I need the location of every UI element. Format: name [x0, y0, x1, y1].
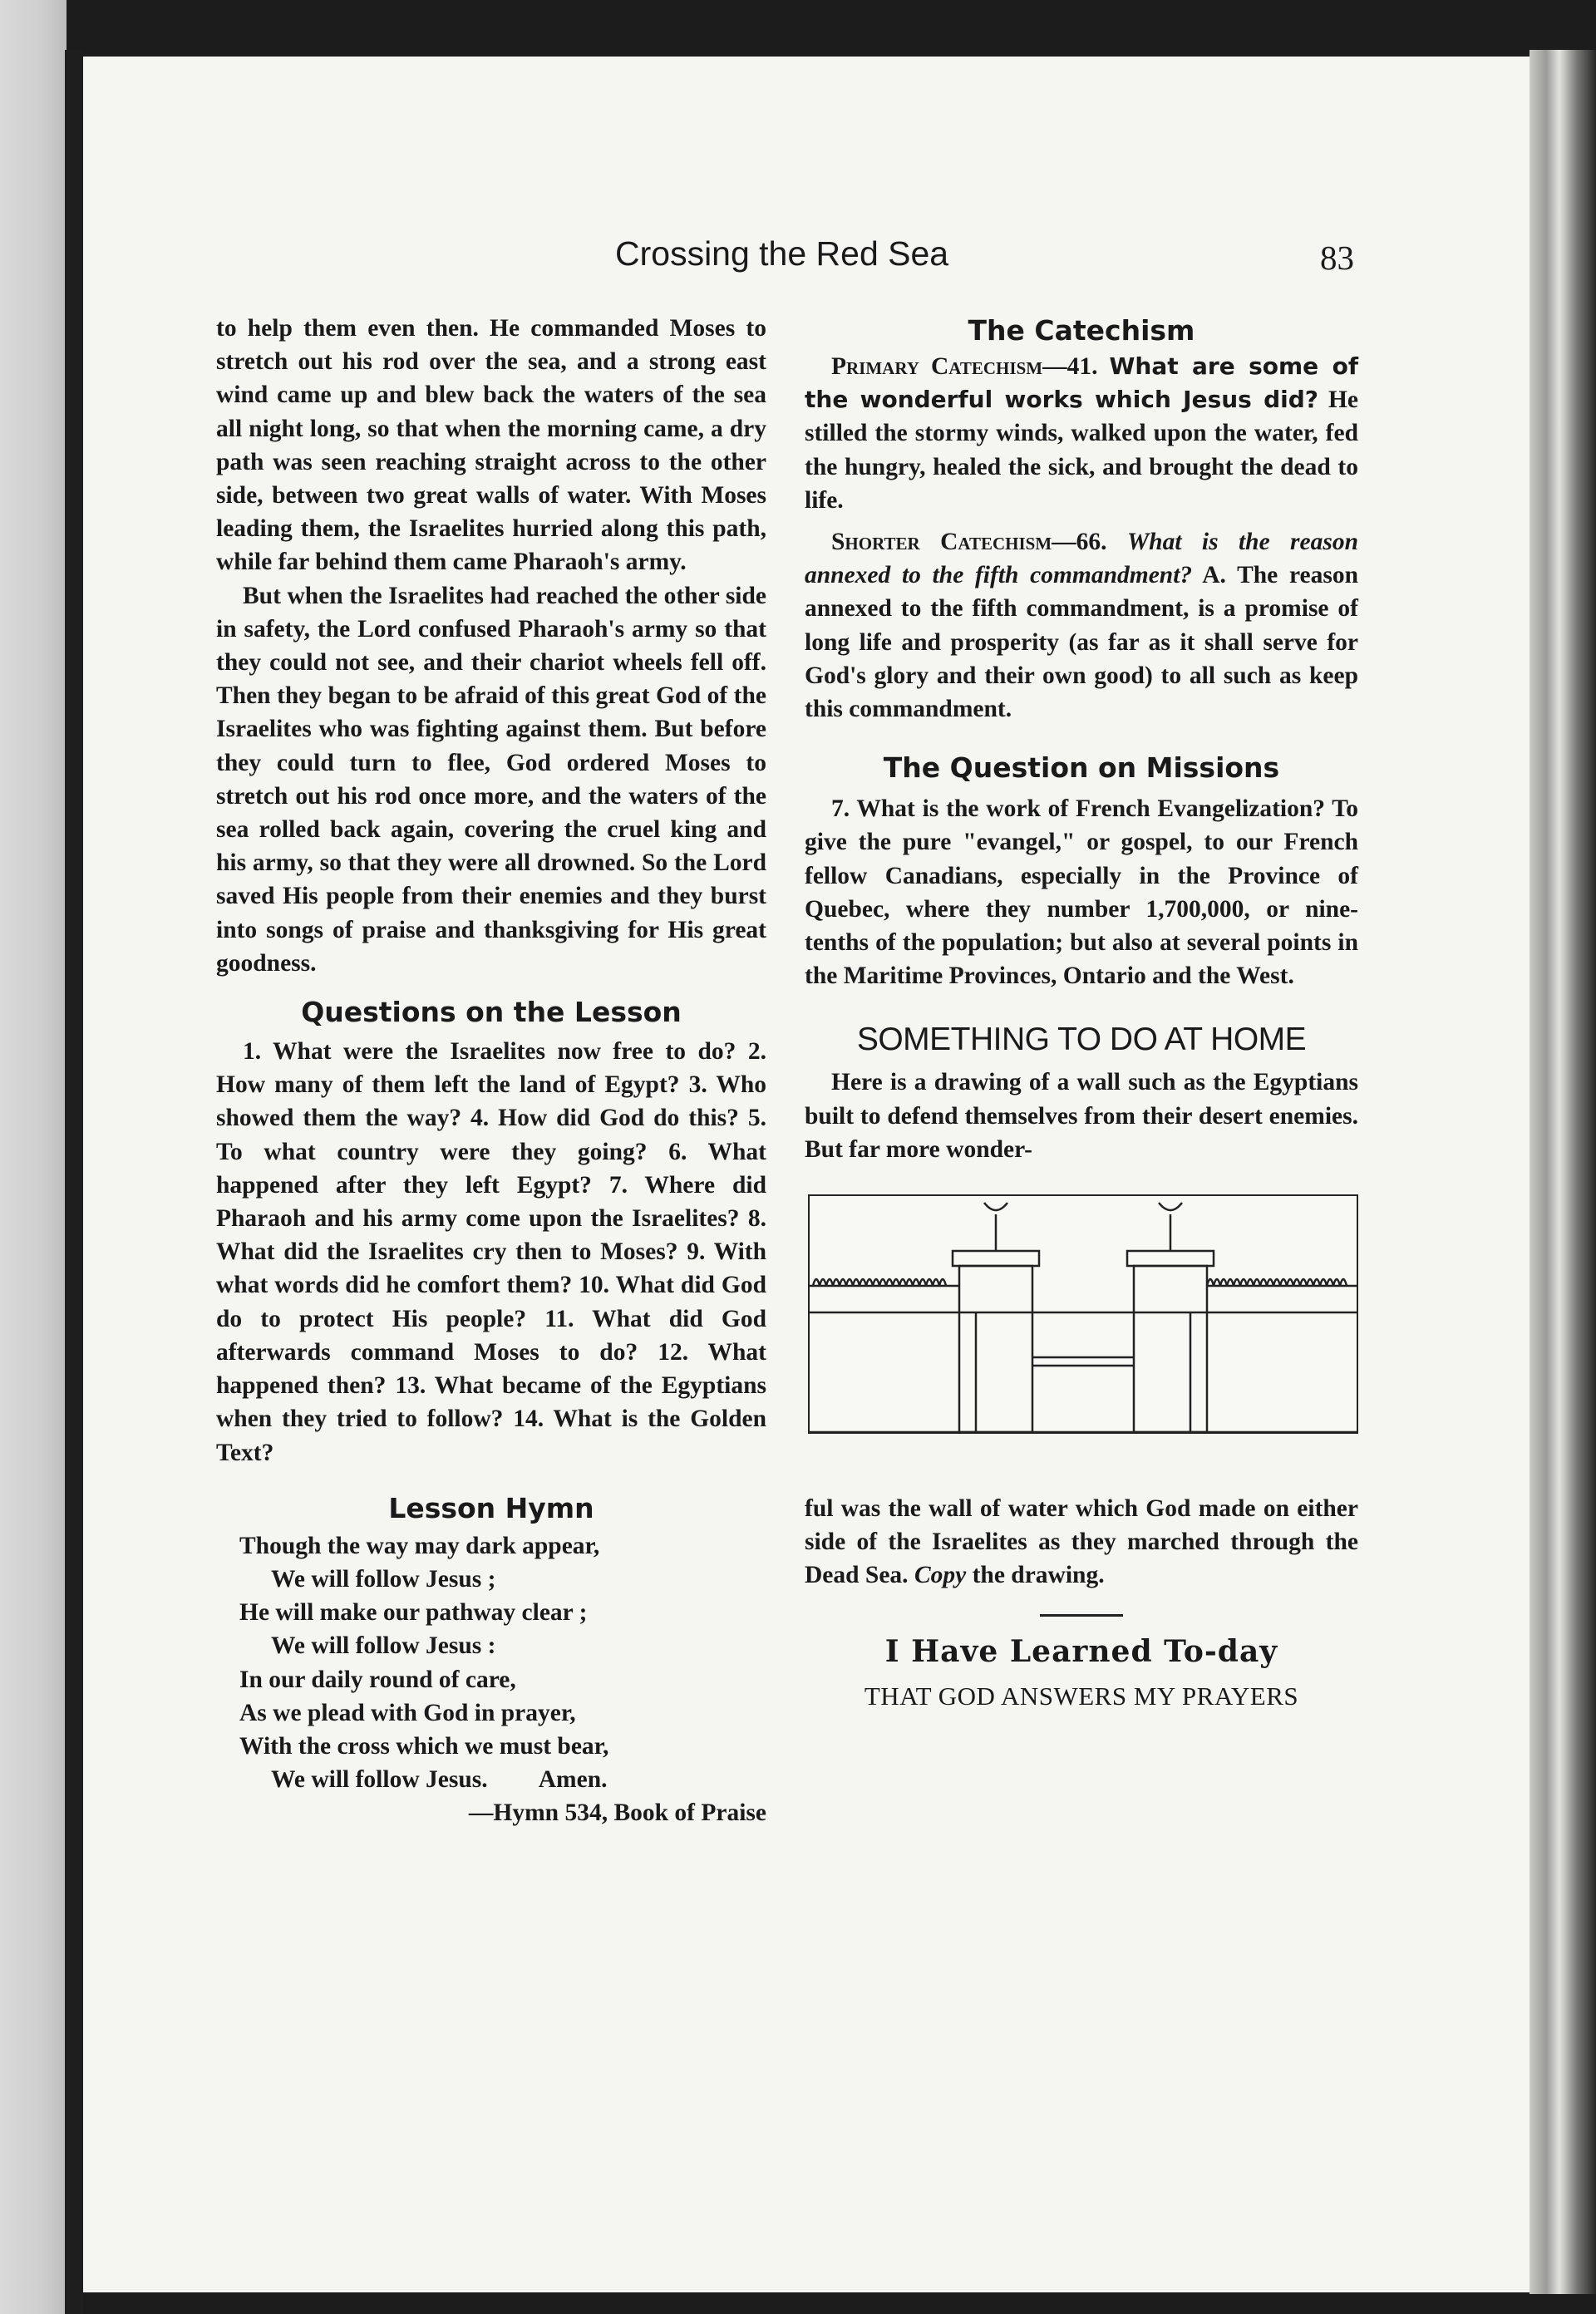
hymn-line: With the cross which we must bear, [239, 1732, 609, 1760]
home-heading: SOMETHING TO DO AT HOME [856, 1022, 1307, 1058]
divider-rule [1040, 1614, 1123, 1617]
home-text-bottom-b: the drawing. [972, 1562, 1105, 1589]
learned-heading: I Have Learned To-day [884, 1633, 1278, 1669]
questions-heading: Questions on the Lesson [301, 996, 682, 1029]
left-column [216, 312, 766, 1830]
questions-text: 1. What were the Israelites now free to do? 2. How many of them left the land of Egypt? 3. Who showed them the way? 4. How did God do this? 5. To what country were they going? 6. What happened after they left Egypt? 7. Where did Pharaoh and his army come upon the Israelites? 8. What did the Israelites cry then to Moses? 9. With what words did he comfort them? 10. What did God do to protect His people? 11. What did God afterwards command Moses to do? 12. What happened then? 13. What became of the Egyptians when they tried to follow? 14. What is the Golden Text? [216, 1038, 766, 1466]
shorter-catechism-answer: A. The reason annexed to the fifth commandment, is a promise of long life and prosperity (as far as it shall serve for God's glory and their own good) to all such as keep this commandment. [805, 562, 1359, 723]
hymn-line: In our daily round of care, [239, 1666, 516, 1693]
hymn-line: He will make our pathway clear ; [239, 1599, 588, 1627]
hymn-line: Though the way may dark appear, [239, 1532, 600, 1559]
shorter-catechism [805, 525, 1358, 726]
running-head: Crossing the Red Sea [615, 234, 949, 273]
missions-heading: The Question on Missions [883, 751, 1280, 785]
hymn-line-text: We will follow Jesus. [271, 1766, 488, 1794]
hymn-heading: Lesson Hymn [388, 1491, 594, 1524]
hymn-line: As we plead with God in prayer, [239, 1699, 576, 1726]
wall-drawing [808, 1194, 1358, 1434]
hymn-source: —Hymn 534, Book of Praise [468, 1800, 766, 1827]
right-column [805, 312, 1358, 1713]
hymn-line: We will follow Jesus : [271, 1632, 496, 1660]
home-text-top: Here is a drawing of a wall such as the Egyptians built to defend themselves from their desert enemies. But far more wonder- [805, 1069, 1358, 1163]
hymn-amen: Amen. [538, 1766, 608, 1794]
primary-catechism [805, 350, 1358, 517]
learned-text: THAT GOD ANSWERS MY PRAYERS [864, 1681, 1299, 1711]
scan-background-left [0, 0, 66, 2314]
catechism-heading: The Catechism [968, 314, 1195, 347]
home-text-copy: Copy [914, 1562, 967, 1589]
hymn-line: We will follow Jesus ; [271, 1565, 496, 1593]
book-spine [65, 50, 83, 2314]
home-text-bottom-a: ful was the wall of water which God made on either side of the Israelites as they marched through the Dead Sea. [805, 1495, 1358, 1589]
hymn [216, 1529, 766, 1797]
hymn-line [239, 1763, 766, 1796]
shorter-catechism-label: Shorter Catechism—66. [831, 529, 1107, 556]
shorter-catechism-question: What is the reason annexed to the fifth commandment? [805, 529, 1359, 589]
primary-catechism-question: What are some of the wonderful works which Jesus did? [805, 352, 1358, 414]
page-edges [1530, 50, 1596, 2294]
paragraph-drowned: But when the Israelites had reached the other side in safety, the Lord confused Pharaoh's army so that they could not see, and their chariot wheels fell off. Then they began to be afraid of this great God of the Israelites who was fighting against them. But before they could turn to flee, God ordered Moses to stretch out his rod once more, and the waters of the sea rolled back again, covering the cruel king and his army, so that they were all drowned. So the Lord saved His people from their enemies and they burst into songs of praise and thanksgiving for His great goodness. [216, 582, 766, 977]
primary-catechism-label: Primary Catechism—41. [831, 353, 1098, 380]
primary-catechism-answer: He stilled the stormy winds, walked upon the water, fed the hungry, healed the sick, and brought the dead to life. [805, 386, 1359, 514]
paragraph-crossing: to help them even then. He commanded Moses to stretch out his rod over the sea, and a strong east wind came up and blew back the waters of the sea all night long, so that when the morning came, a dry path was seen reaching straight across to the other side, between two great walls of water. With Moses leading them, the Israelites hurried along this path, while far behind them came Pharaoh's army. [216, 315, 766, 576]
page-number: 83 [1320, 239, 1354, 277]
wall-drawing-svg [810, 1196, 1357, 1432]
home-text-bottom [805, 1492, 1358, 1593]
missions-text: 7. What is the work of French Evangelization? To give the pure "evangel," or gospel, to our French fellow Canadians, especially in the Province of Quebec, where they number 1,700,000, or nine-tenths of the population; but also at several points in the Maritime Provinces, Ontario and the West. [805, 795, 1358, 990]
